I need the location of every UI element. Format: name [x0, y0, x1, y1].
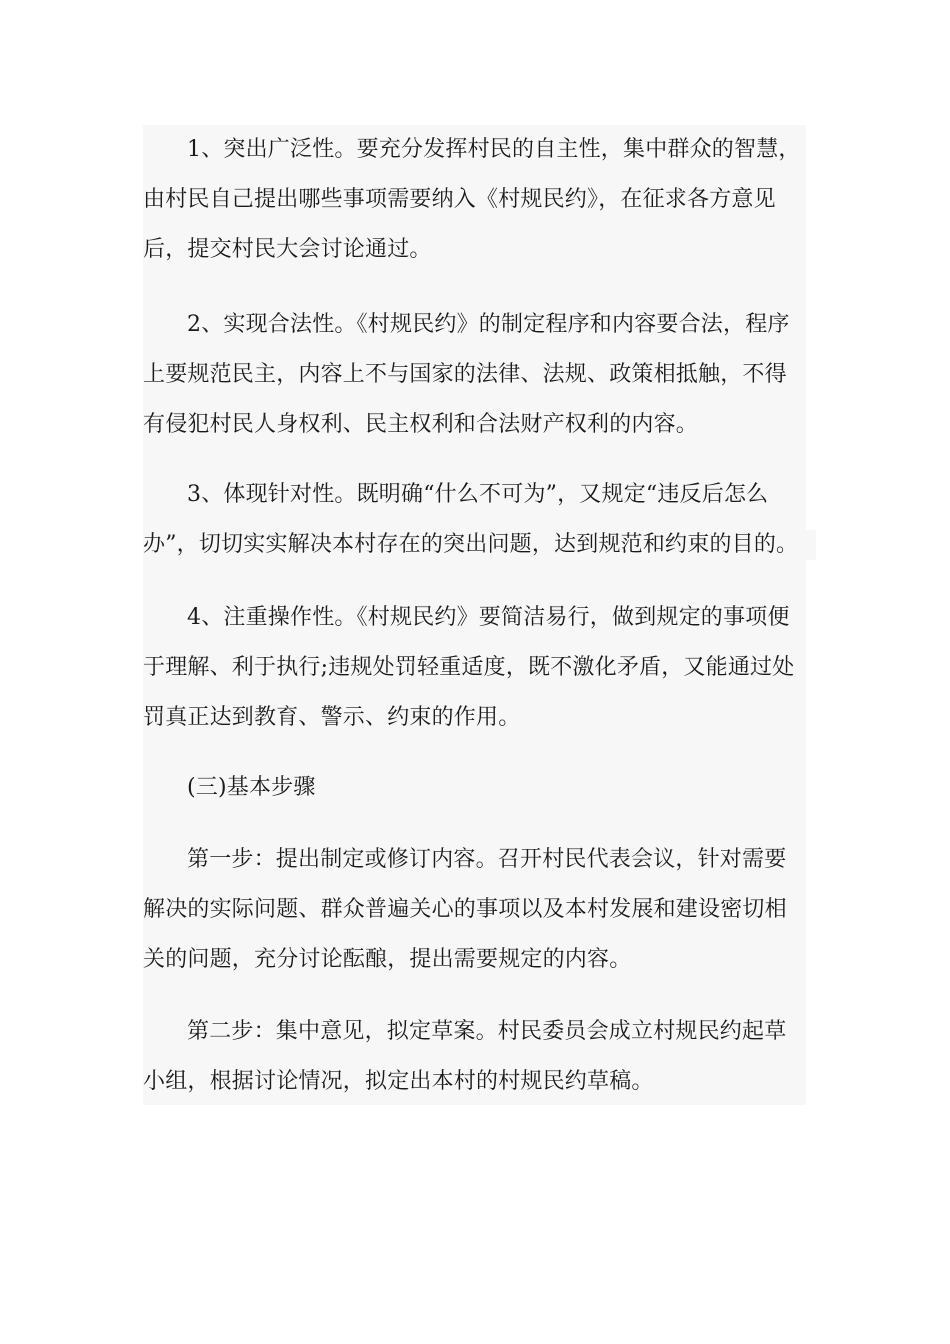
- text-line: 有侵犯村民人身权利、民主权利和合法财产权利的内容。: [143, 412, 699, 437]
- document-body: [143, 125, 806, 1105]
- text-line: 小组，根据讨论情况，拟定出本村的村规民约草稿。: [143, 1069, 654, 1094]
- text-line: 后，提交村民大会讨论通过。: [143, 237, 432, 262]
- text-line: 罚真正达到教育、警示、约束的作用。: [143, 705, 521, 730]
- paragraph-legality: [143, 300, 806, 450]
- highlight-overflow: [806, 530, 816, 560]
- text-line: 上要规范民主，内容上不与国家的法律、法规、政策相抵触，不得: [143, 362, 787, 387]
- text-line: 3、体现针对性。既明确“什么不可为”，又规定“违反后怎么: [187, 482, 769, 507]
- text-line: 1、突出广泛性。要充分发挥村民的自主性，集中群众的智慧，: [187, 137, 801, 162]
- paragraph-step-one: [143, 835, 806, 985]
- section-heading-basic-steps: [143, 763, 806, 813]
- paragraph-operability: [143, 593, 806, 743]
- text-line: 解决的实际问题、群众普遍关心的事项以及本村发展和建设密切相: [143, 897, 787, 922]
- text-line: 2、实现合法性。《村规民约》的制定程序和内容要合法，程序: [187, 312, 790, 337]
- text-line: 由村民自己提出哪些事项需要纳入《村规民约》，在征求各方意见: [143, 187, 776, 212]
- paragraph-step-two: [143, 1007, 806, 1107]
- text-line: 于理解、利于执行;违规处罚轻重适度，既不激化矛盾，又能通过处: [143, 655, 795, 680]
- text-line: 办”，切切实实解决本村存在的突出问题，达到规范和约束的目的。: [143, 532, 799, 557]
- paragraph-breadth: [143, 125, 806, 275]
- text-line: 第一步：提出制定或修订内容。召开村民代表会议，针对需要: [187, 847, 787, 872]
- text-line: (三)基本步骤: [187, 775, 316, 800]
- text-line: 第二步：集中意见，拟定草案。村民委员会成立村规民约起草: [187, 1019, 787, 1044]
- text-line: 4、注重操作性。《村规民约》要简洁易行，做到规定的事项便: [187, 605, 790, 630]
- paragraph-pertinence: [143, 470, 806, 570]
- text-line: 关的问题，充分讨论酝酿，提出需要规定的内容。: [143, 947, 632, 972]
